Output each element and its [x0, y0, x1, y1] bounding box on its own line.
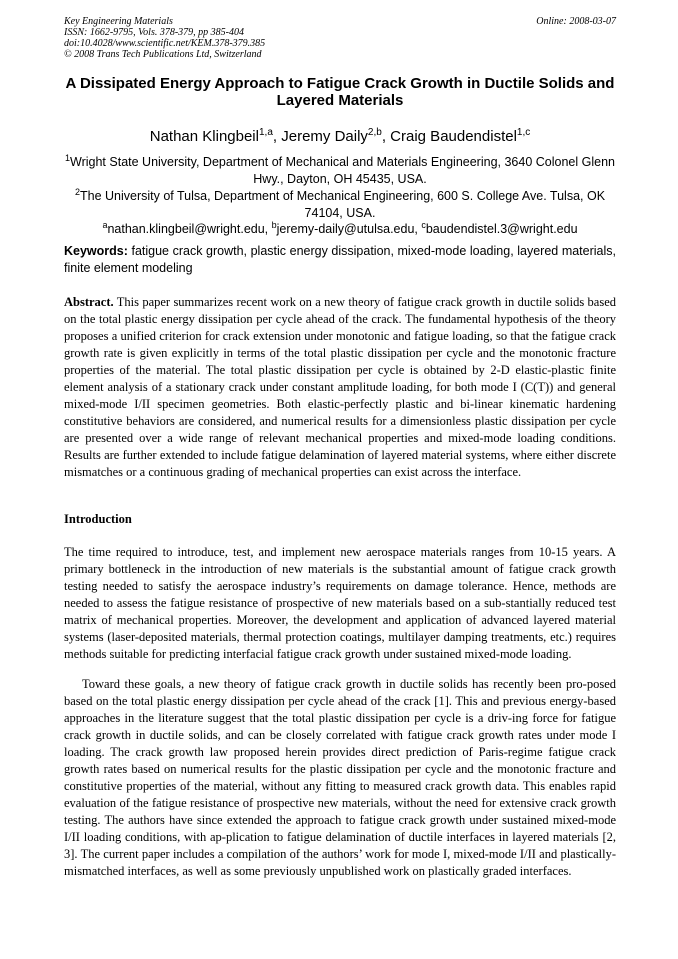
- section-heading-introduction: Introduction: [64, 512, 132, 526]
- affiliation-marker: 2: [74, 187, 80, 197]
- journal-info: [64, 16, 616, 60]
- abstract: [64, 294, 616, 481]
- email-marker: c: [421, 220, 426, 230]
- keywords: [64, 243, 616, 277]
- author-list: [64, 128, 616, 146]
- journal-issn: ISSN: 1662-9795, Vols. 378-379, pp 385-404: [64, 27, 244, 38]
- author-affiliation-marker: 1,a: [258, 127, 273, 138]
- author-affiliation-marker: 1,c: [516, 127, 531, 138]
- affiliation-2: [64, 188, 616, 222]
- email-address: jeremy-daily@utulsa.edu,: [276, 222, 422, 236]
- keywords-text: fatigue crack growth, plastic energy dissipation, mixed-mode loading, layered materials, finite element modeling: [64, 244, 616, 275]
- journal-copyright: © 2008 Trans Tech Publications Ltd, Switzerland: [64, 49, 262, 60]
- affiliation-marker: 1: [65, 153, 71, 163]
- affiliation-1: [64, 154, 616, 188]
- journal-header: [64, 16, 616, 60]
- email-address: nathan.klingbeil@wright.edu,: [107, 222, 272, 236]
- introduction-paragraph-2: Toward these goals, a new theory of fatigue crack growth in ductile solids has recently been pro-posed based on the total plastic energy dissipation per cycle ahead of the crack [1]. This and previous energy-based approaches in the literature suggest that the total plastic dissipation per cycle is a driv-ing force for fatigue crack growth in ductile solids, and can be closely correlated with fatigue crack growth rates under mode I loading. The crack growth law proposed herein provides direct prediction of Paris-regime fatigue crack growth rates based on numerical results for the plastic dissipation per cycle and the monotonic fracture and constitutive properties of the material, without any fitting to measured crack growth data. This enables rapid evaluation of the fatigue resistance of prospective new materials, without the need for extensive crack growth testing. The authors have since extended the approach to fatigue crack growth under sustained mixed-mode I/II loading conditions, with ap-plication to fatigue delamination of ductile interfaces in layered materials [2, 3]. The current paper includes a compilation of the authors’ work for mode I, mixed-mode I/II and plastically-mismatched interfaces, as well as some previously unpublished work on plastically graded interfaces.: [64, 677, 616, 878]
- affiliation-text: Wright State University, Department of Mechanical and Materials Engineering, 3640 Colonel Glenn Hwy., Dayton, OH 45435, USA.: [70, 155, 615, 186]
- author-emails: [64, 221, 616, 238]
- author-affiliation-marker: 2,b: [367, 127, 382, 138]
- email-address: baudendistel.3@wright.edu: [425, 222, 578, 236]
- author-separator: ,: [381, 128, 391, 145]
- email-marker: b: [271, 220, 277, 230]
- journal-name: Key Engineering Materials: [64, 16, 173, 27]
- journal-doi: doi:10.4028/www.scientific.net/KEM.378-379.385: [64, 38, 266, 49]
- online-date: Online: 2008-03-07: [536, 16, 616, 27]
- keywords-label: Keywords:: [64, 244, 128, 258]
- paper-title: A Dissipated Energy Approach to Fatigue Crack Growth in Ductile Solids and Layered Materials: [65, 75, 615, 109]
- author-name: Jeremy Daily: [281, 128, 368, 145]
- author-name: Craig Baudendistel: [390, 128, 517, 145]
- abstract-label: Abstract.: [64, 295, 114, 309]
- affiliation-text: The University of Tulsa, Department of Mechanical Engineering, 600 S. College Ave. Tulsa, OK 74104, USA.: [79, 189, 606, 220]
- author-separator: ,: [272, 128, 282, 145]
- email-marker: a: [102, 220, 108, 230]
- introduction-paragraph-1: The time required to introduce, test, and implement new aerospace materials ranges from 10-15 years. A primary bottleneck in the introduction of new materials is the substantial amount of fatigue crack growth testing needed to satisfy the aerospace industry’s requirements on damage tolerance. Hence, methods are needed to assess the fatigue resistance of prospective of new materials based on a sub-stantially reduced test matrix of mechanical properties. Moreover, the development and application of advanced layered material systems (laser-deposited materials, thermal protection coatings, multilayer damping treatments, etc.) requires methods suitable for predicting interfacial fatigue crack growth under sustained mixed-mode loading.: [64, 545, 616, 661]
- abstract-text: This paper summarizes recent work on a new theory of fatigue crack growth in ductile solids based on the total plastic energy dissipation per cycle ahead of the crack. The fundamental hypothesis of the theory proposes a unified criterion for crack extension under monotonic and fatigue loading, so that the fatigue crack growth rate is given explicitly in terms of the total plastic dissipation per cycle and the monotonic fracture properties of the material. The total plastic dissipation per cycle is obtained by 2-D elastic-plastic finite element analysis of a stationary crack under constant amplitude loading, for both mode I (C(T)) and general mixed-mode I/II specimen geometries. Both elastic-perfectly plastic and bi-linear kinematic hardening constitutive behaviors are considered, and numerical results for a dimensionless plastic dissipation per cycle are presented over a wide range of relevant mechanical properties and mixed-mode loading conditions. Results are further extended to include fatigue delamination of layered material systems, where either discrete mismatches or a continuous grading of mechanical properties can exist across the interface.: [64, 295, 616, 479]
- author-name: Nathan Klingbeil: [149, 128, 259, 145]
